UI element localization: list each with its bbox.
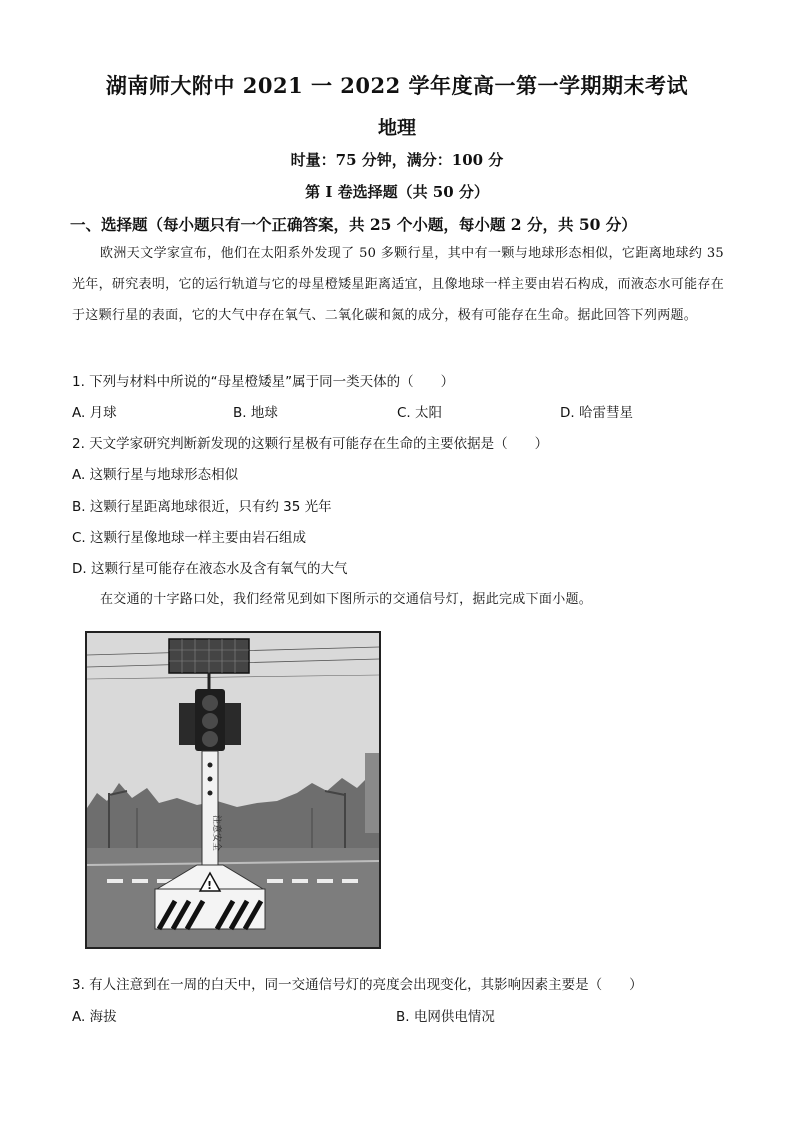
exam-title: 湖南师大附中 2021 一 2022 学年度高一第一学期期末考试 <box>105 73 689 98</box>
traffic-light-photo <box>85 631 381 949</box>
subject-title: 地理 <box>377 117 416 139</box>
q3-option-a: A. 海拔 <box>72 1009 117 1025</box>
question-1-stem: 1. 下列与材料中所说的“母星橙矮星”属于同一类天体的（ ） <box>72 374 455 390</box>
q2-option-c: C. 这颗行星像地球一样主要由岩石组成 <box>72 530 307 546</box>
svg-text:!: ! <box>207 879 213 892</box>
q2-option-b: B. 这颗行星距离地球很近，只有约 35 光年 <box>72 499 332 515</box>
question-group-intro: 在交通的十字路口处，我们经常见到如下图所示的交通信号灯，据此完成下面小题。 <box>100 592 593 607</box>
q1-option-a: A. 月球 <box>72 405 117 421</box>
q2-option-a: A. 这颗行星与地球形态相似 <box>72 467 239 483</box>
question-2-stem: 2. 天文学家研究判断新发现的这颗行星极有可能存在生命的主要依据是（ ） <box>72 436 549 452</box>
q1-option-c: C. 太阳 <box>397 405 443 421</box>
q1-option-b: B. 地球 <box>233 405 278 421</box>
exam-meta: 时量：75 分钟，满分：100 分 <box>290 151 504 169</box>
q2-option-d: D. 这颗行星可能存在液态水及含有氧气的大气 <box>72 561 348 577</box>
q1-option-d: D. 哈雷彗星 <box>560 405 633 421</box>
reading-passage: 欧洲天文学家宣布，他们在太阳系外发现了 50 多颗行星，其中有一颗与地球形态相似，它距离地球约 35 光年，研究表明，它的运行轨道与它的母星橙矮星距离适宜，且像地球一样主要由岩石构成，而液态水可能存在于这颗行星的表面，它的大气中存在氧气、二氧化碳和氮的成分，极有可能存在生命。据此回答下列两题。 <box>72 246 724 323</box>
section-heading: 一、选择题（每小题只有一个正确答案，共 25 个小题，每小题 2 分，共 50 分） <box>70 215 637 234</box>
q3-option-b: B. 电网供电情况 <box>396 1009 495 1025</box>
question-3-stem: 3. 有人注意到在一周的白天中，同一交通信号灯的亮度会出现变化，其影响因素主要是（ ） <box>72 977 643 993</box>
volume-heading: 第 I 卷选择题（共 50 分） <box>305 183 489 201</box>
pole-safety-text: 注意安全 <box>211 815 221 852</box>
